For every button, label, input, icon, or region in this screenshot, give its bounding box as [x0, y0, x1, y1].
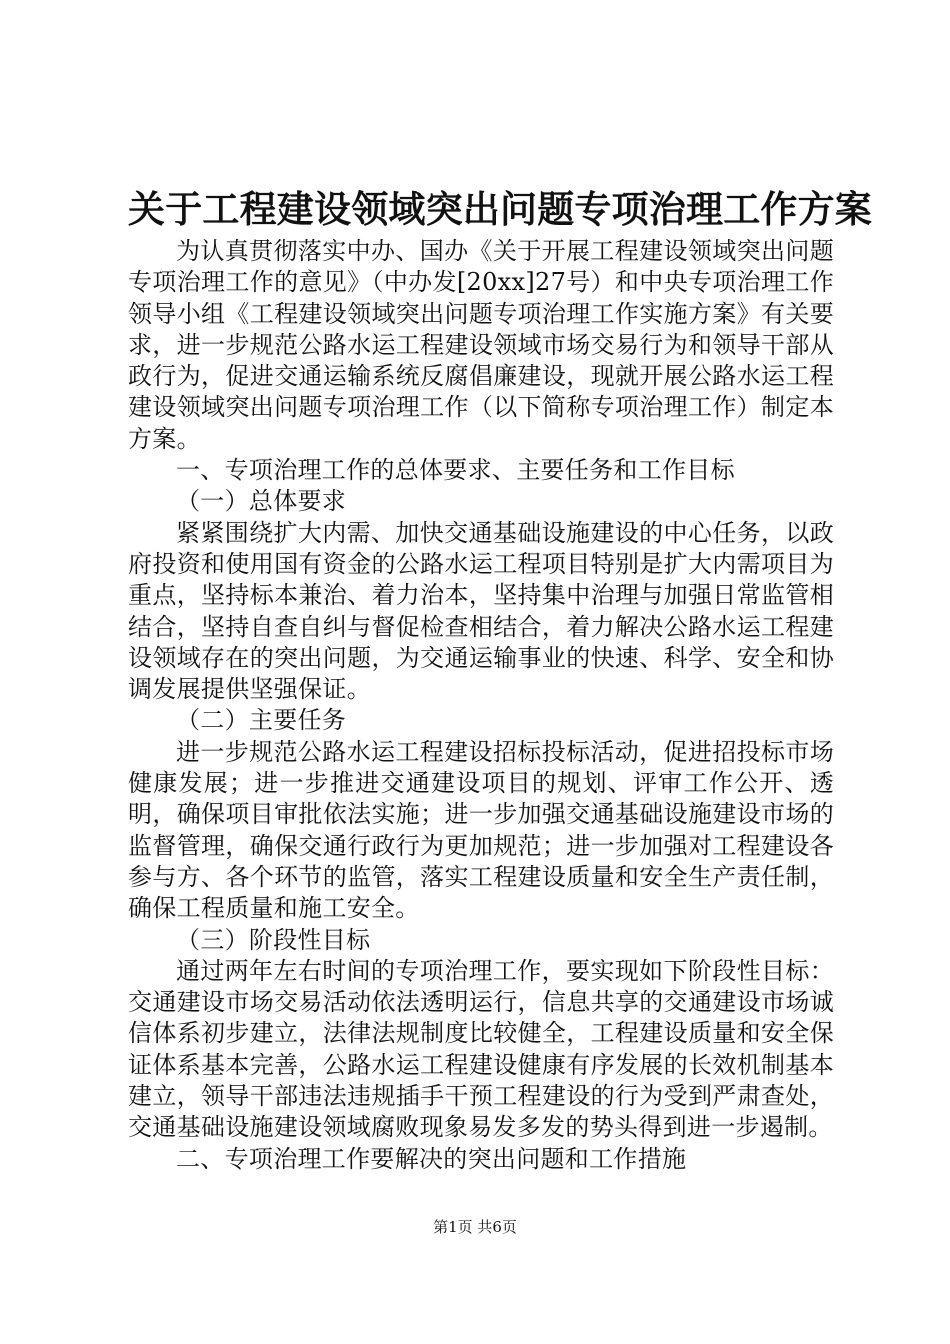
- section-heading-1: 一、专项治理工作的总体要求、主要任务和工作目标: [176, 456, 735, 485]
- intro-paragraph: 为认真贯彻落实中办、国办《关于开展工程建设领域突出问题专项治理工作的意见》（中办发[20xx]27号）和中央专项治理工作领导小组《工程建设领域突出问题专项治理工作实施方案》有关要求，进一步规范公路水运工程建设领域市场交易行为和领导干部从政行为，促进交通运输系统反腐倡廉建设，现就开展公路水运工程建设领域突出问题专项治理工作（以下简称专项治理工作）制定本方案。: [128, 237, 834, 453]
- page-footer: 第1页 共6页: [433, 1218, 517, 1236]
- subsection-heading-general-requirements: （一）总体要求: [176, 487, 347, 516]
- general-requirements-paragraph: 紧紧围绕扩大内需、加快交通基础设施建设的中心任务，以政府投资和使用国有资金的公路水运工程项目特别是扩大内需项目为重点，坚持标本兼治、着力治本，坚持集中治理与加强日常监管相结合，坚持自查自纠与督促检查相结合，着力解决公路水运工程建设领域存在的突出问题，为交通运输事业的快速、科学、安全和协调发展提供坚强保证。: [128, 518, 834, 704]
- main-tasks-paragraph: 进一步规范公路水运工程建设招标投标活动，促进招投标市场健康发展；进一步推进交通建设项目的规划、评审工作公开、透明，确保项目审批依法实施；进一步加强交通基础设施建设市场的监督管理，确保交通行政行为更加规范；进一步加强对工程建设各参与方、各个环节的监管，落实工程建设质量和安全生产责任制，确保工程质量和施工安全。: [128, 737, 834, 923]
- section-heading-2: 二、专项治理工作要解决的突出问题和工作措施: [176, 1144, 687, 1173]
- document-title: 关于工程建设领域突出问题专项治理工作方案: [128, 187, 872, 231]
- subsection-heading-stage-goals: （三）阶段性目标: [176, 925, 371, 954]
- stage-goals-paragraph: 通过两年左右时间的专项治理工作，要实现如下阶段性目标：交通建设市场交易活动依法透明运行，信息共享的交通建设市场诚信体系初步建立，法律法规制度比较健全，工程建设质量和安全保证体系基本完善，公路水运工程建设健康有序发展的长效机制基本建立，领导干部违法违规插手干预工程建设的行为受到严肃查处，交通基础设施建设领域腐败现象易发多发的势头得到进一步遏制。: [128, 956, 834, 1142]
- document-body: [128, 236, 834, 1175]
- subsection-heading-main-tasks: （二）主要任务: [176, 706, 347, 735]
